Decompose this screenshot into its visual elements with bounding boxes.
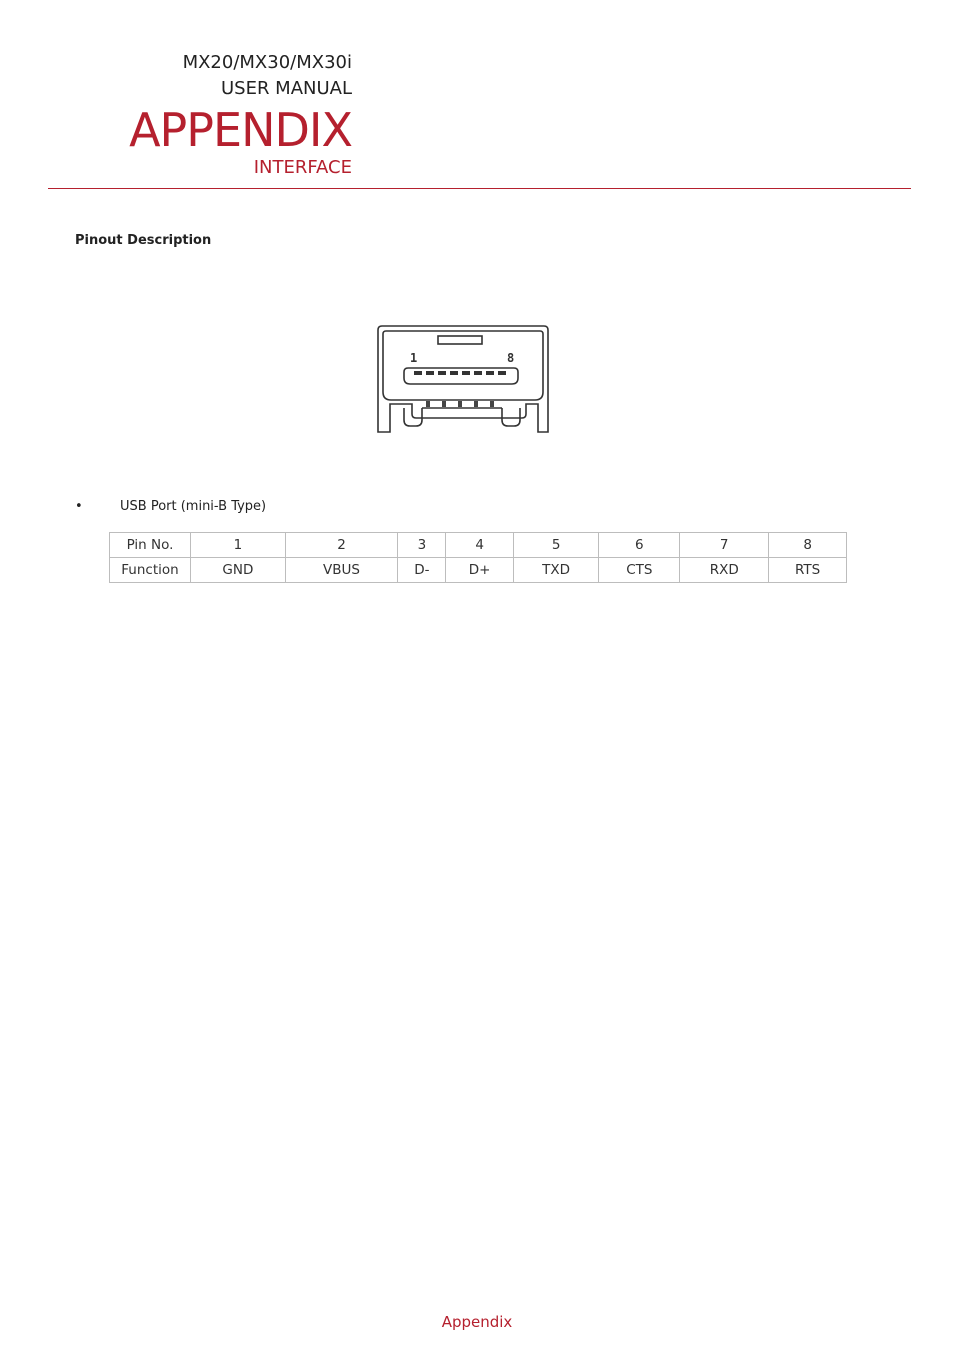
- pin-label-last: 8: [507, 351, 515, 365]
- chapter-title: APPENDIX: [129, 103, 352, 157]
- manual-title: USER MANUAL: [220, 78, 352, 99]
- model-name: MX20/MX30/MX30i: [182, 52, 352, 73]
- table-cell: D-: [398, 558, 446, 583]
- table-cell: TXD: [513, 558, 599, 583]
- table-cell: 8: [769, 533, 847, 558]
- table-cell: 4: [446, 533, 513, 558]
- table-cell: CTS: [599, 558, 680, 583]
- bullet-item: [75, 499, 266, 514]
- page-footer: Appendix: [441, 1313, 513, 1331]
- table-cell: D+: [446, 558, 513, 583]
- pin-label-first: 1: [410, 351, 418, 365]
- header-divider: [48, 188, 911, 189]
- table-cell: VBUS: [285, 558, 397, 583]
- usb-connector-diagram: [370, 322, 556, 452]
- table-cell: 6: [599, 533, 680, 558]
- contact-pins: [414, 371, 506, 375]
- table-cell: 7: [680, 533, 769, 558]
- row-label-function: Function: [110, 558, 191, 583]
- document-header: [129, 50, 352, 180]
- table-cell: RXD: [680, 558, 769, 583]
- section-title: INTERFACE: [253, 157, 352, 178]
- table-cell: GND: [191, 558, 286, 583]
- bullet-marker: •: [75, 499, 83, 514]
- bullet-text: USB Port (mini-B Type): [120, 499, 267, 514]
- table-cell: 3: [398, 533, 446, 558]
- subheading: Pinout Description: [75, 233, 212, 248]
- table-row: [110, 558, 847, 583]
- pinout-table: [109, 532, 847, 583]
- table-row: [110, 533, 847, 558]
- table-cell: 2: [285, 533, 397, 558]
- table-cell: RTS: [769, 558, 847, 583]
- table-cell: 5: [513, 533, 599, 558]
- row-label-pin: Pin No.: [110, 533, 191, 558]
- table-cell: 1: [191, 533, 286, 558]
